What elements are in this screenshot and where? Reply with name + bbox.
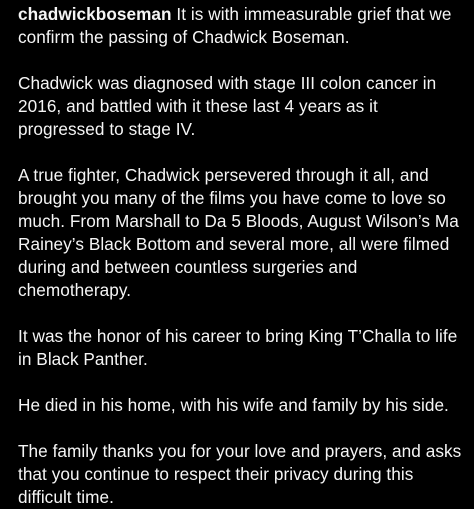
caption-paragraph-1 xyxy=(18,3,464,49)
post-caption xyxy=(18,3,464,509)
caption-paragraph-2: Chadwick was diagnosed with stage III colon cancer in 2016, and battled with it these last 4 years as it progressed to stage IV. xyxy=(18,73,437,139)
caption-paragraph-6: The family thanks you for your love and prayers, and asks that you continue to respect their privacy during this difficult time. xyxy=(18,441,462,507)
username-link[interactable]: chadwickboseman xyxy=(18,4,172,24)
caption-paragraph-5: He died in his home, with his wife and family by his side. xyxy=(18,395,449,415)
caption-paragraph-4: It was the honor of his career to bring King T’Challa to life in Black Panther. xyxy=(18,326,458,369)
caption-text-intro: It is with immeasurable grief that we confirm the passing of Chadwick Boseman. xyxy=(18,4,452,47)
caption-paragraph-3: A true fighter, Chadwick persevered through it all, and brought you many of the films you have come to love so much. From Marshall to Da 5 Bloods, August Wilson’s Ma Rainey’s Black Bottom and several more, all were filmed during and between countless surgeries and chemotherapy. xyxy=(18,165,459,300)
